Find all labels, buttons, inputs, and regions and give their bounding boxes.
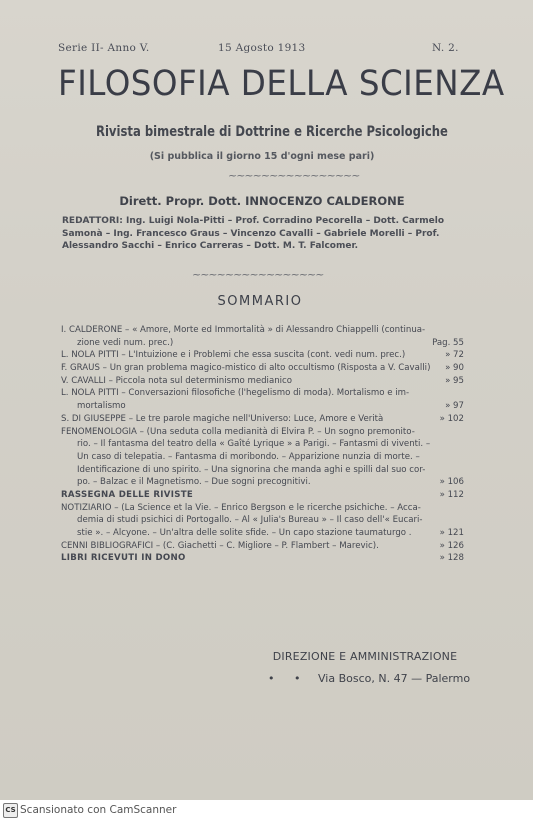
toc-page-number: » 72 — [445, 350, 464, 361]
toc-entry — [61, 552, 464, 565]
toc-entry-line: L. NOLA PITTI – Conversazioni filosofiche (l'hegelismo di moda). Mortalismo e im- — [61, 388, 410, 399]
toc-page-number: » 126 — [439, 540, 464, 551]
toc-entry — [61, 502, 464, 540]
series-label: Serie II- Anno V. — [58, 42, 150, 54]
toc-page-number: » 106 — [439, 477, 464, 488]
toc-page-number: Pag. 55 — [432, 337, 464, 348]
ornament-divider-2: ~~~~~~~~~~~~~~~~ — [192, 268, 324, 281]
toc-entry — [61, 489, 464, 502]
toc-entry-line: rio. – Il fantasma del teatro della « Gaîté Lyrique » a Parigi. – Fantasmi di viventi. – — [77, 439, 431, 450]
toc-page-number: » 97 — [445, 401, 464, 412]
toc-entry — [61, 387, 464, 412]
toc-entry-line: stie ». – Alcyone. – Un'altra delle solite sfide. – Un capo stazione taumaturgo . — [77, 528, 412, 538]
toc-entry — [61, 540, 464, 553]
toc-entry — [61, 362, 464, 375]
toc-entry-line: zione vedi num. prec.) — [77, 337, 174, 348]
toc-entry-line: F. GRAUS – Un gran problema magico-mistico di alto occultismo (Risposta a V. Cavalli) — [61, 363, 431, 374]
direction-heading: DIREZIONE E AMMINISTRAZIONE — [272, 650, 458, 663]
editors-label: REDATTORI: — [62, 216, 123, 226]
toc-page-number: » 102 — [439, 413, 464, 424]
toc-page-number: » 128 — [439, 553, 464, 564]
toc-page-number: » 112 — [439, 489, 464, 500]
editors-block — [62, 215, 464, 253]
ornament-divider: ~~~~~~~~~~~~~~~~ — [228, 169, 360, 182]
address-text: Via Bosco, N. 47 — Palermo — [318, 672, 471, 685]
magazine-title: FILOSOFIA DELLA SCIENZA — [58, 64, 505, 104]
scanner-watermark-bar — [0, 800, 533, 821]
toc-entry-line: Un caso di telepatia. – Fantasma di moribondo. – Apparizione nunzia di morte. – — [77, 451, 420, 462]
toc-entry-line: Identificazione di uno spirito. – Una signorina che manda aghi e spilli dal suo cor- — [77, 464, 426, 475]
toc-entry — [61, 426, 464, 489]
toc-entry — [61, 324, 464, 349]
toc-entry-line: S. DI GIUSEPPE – Le tre parole magiche nell'Universo: Luce, Amore e Verità — [61, 413, 384, 424]
camscanner-logo-icon: CS — [3, 803, 18, 818]
toc-entry-line: NOTIZIARIO – (La Science et la Vie. – Enrico Bergson e le ricerche psichiche. – Acca- — [61, 502, 421, 513]
toc-entry-line: demia di studi psichici di Portogallo. – Al « Julia's Bureau » – Il caso dell'« Eucari- — [77, 515, 423, 526]
toc-entry-line: mortalismo — [77, 401, 126, 412]
toc-entry-line: I. CALDERONE – « Amore, Morte ed Immortalità » di Alessandro Chiappelli (continua- — [61, 325, 426, 335]
scanner-label: Scansionato con CamScanner — [20, 804, 177, 816]
toc-entry-line: L. NOLA PITTI – L'Intuizione e i Problemi che essa suscita (cont. vedi num. prec.) — [61, 350, 406, 361]
address-bullets: • • — [268, 672, 309, 685]
toc-page-number: » 95 — [445, 375, 464, 386]
address-line — [268, 672, 471, 685]
publication-note: (Si pubblica il giorno 15 d'ogni mese pari) — [149, 151, 375, 162]
table-of-contents — [61, 324, 464, 565]
toc-entry-line: LIBRI RICEVUTI IN DONO — [61, 553, 186, 564]
toc-entry-line: V. CAVALLI – Piccola nota sul determinismo medianico — [61, 375, 293, 386]
toc-entry-line: RASSEGNA DELLE RIVISTE — [61, 489, 194, 500]
toc-entry — [61, 349, 464, 362]
director-line: Dirett. Propr. Dott. INNOCENZO CALDERONE — [119, 194, 405, 208]
issue-date: 15 Agosto 1913 — [218, 42, 306, 54]
issue-number: N. 2. — [432, 42, 459, 54]
sommario-heading: SOMMARIO — [217, 294, 303, 309]
toc-page-number: » 121 — [439, 527, 464, 538]
toc-page-number: » 90 — [445, 363, 464, 374]
toc-entry-line: CENNI BIBLIOGRAFICI – (C. Giachetti – C. Migliore – P. Flambert – Marevic). — [61, 540, 379, 551]
toc-entry-line: po. – Balzac e il Magnetismo. – Due sogni precognitivi. — [77, 477, 311, 488]
magazine-subtitle: Rivista bimestrale di Dottrine e Ricerche Psicologiche — [96, 124, 448, 140]
toc-entry — [61, 375, 464, 388]
toc-entry-line: FENOMENOLOGIA – (Una seduta colla medianità di Elvira P. – Un sogno premonito- — [61, 426, 415, 437]
editors-names: Ing. Luigi Nola-Pitti – Prof. Corradino Pecorella – Dott. Carmelo Samonà – Ing. Francesco Graus – Vincenzo Cavalli – Gabriele Morelli – Prof. Alessandro Sacchi – Enrico Carreras – Dott. M. T. Falcomer. — [62, 216, 444, 251]
toc-entry — [61, 413, 464, 426]
